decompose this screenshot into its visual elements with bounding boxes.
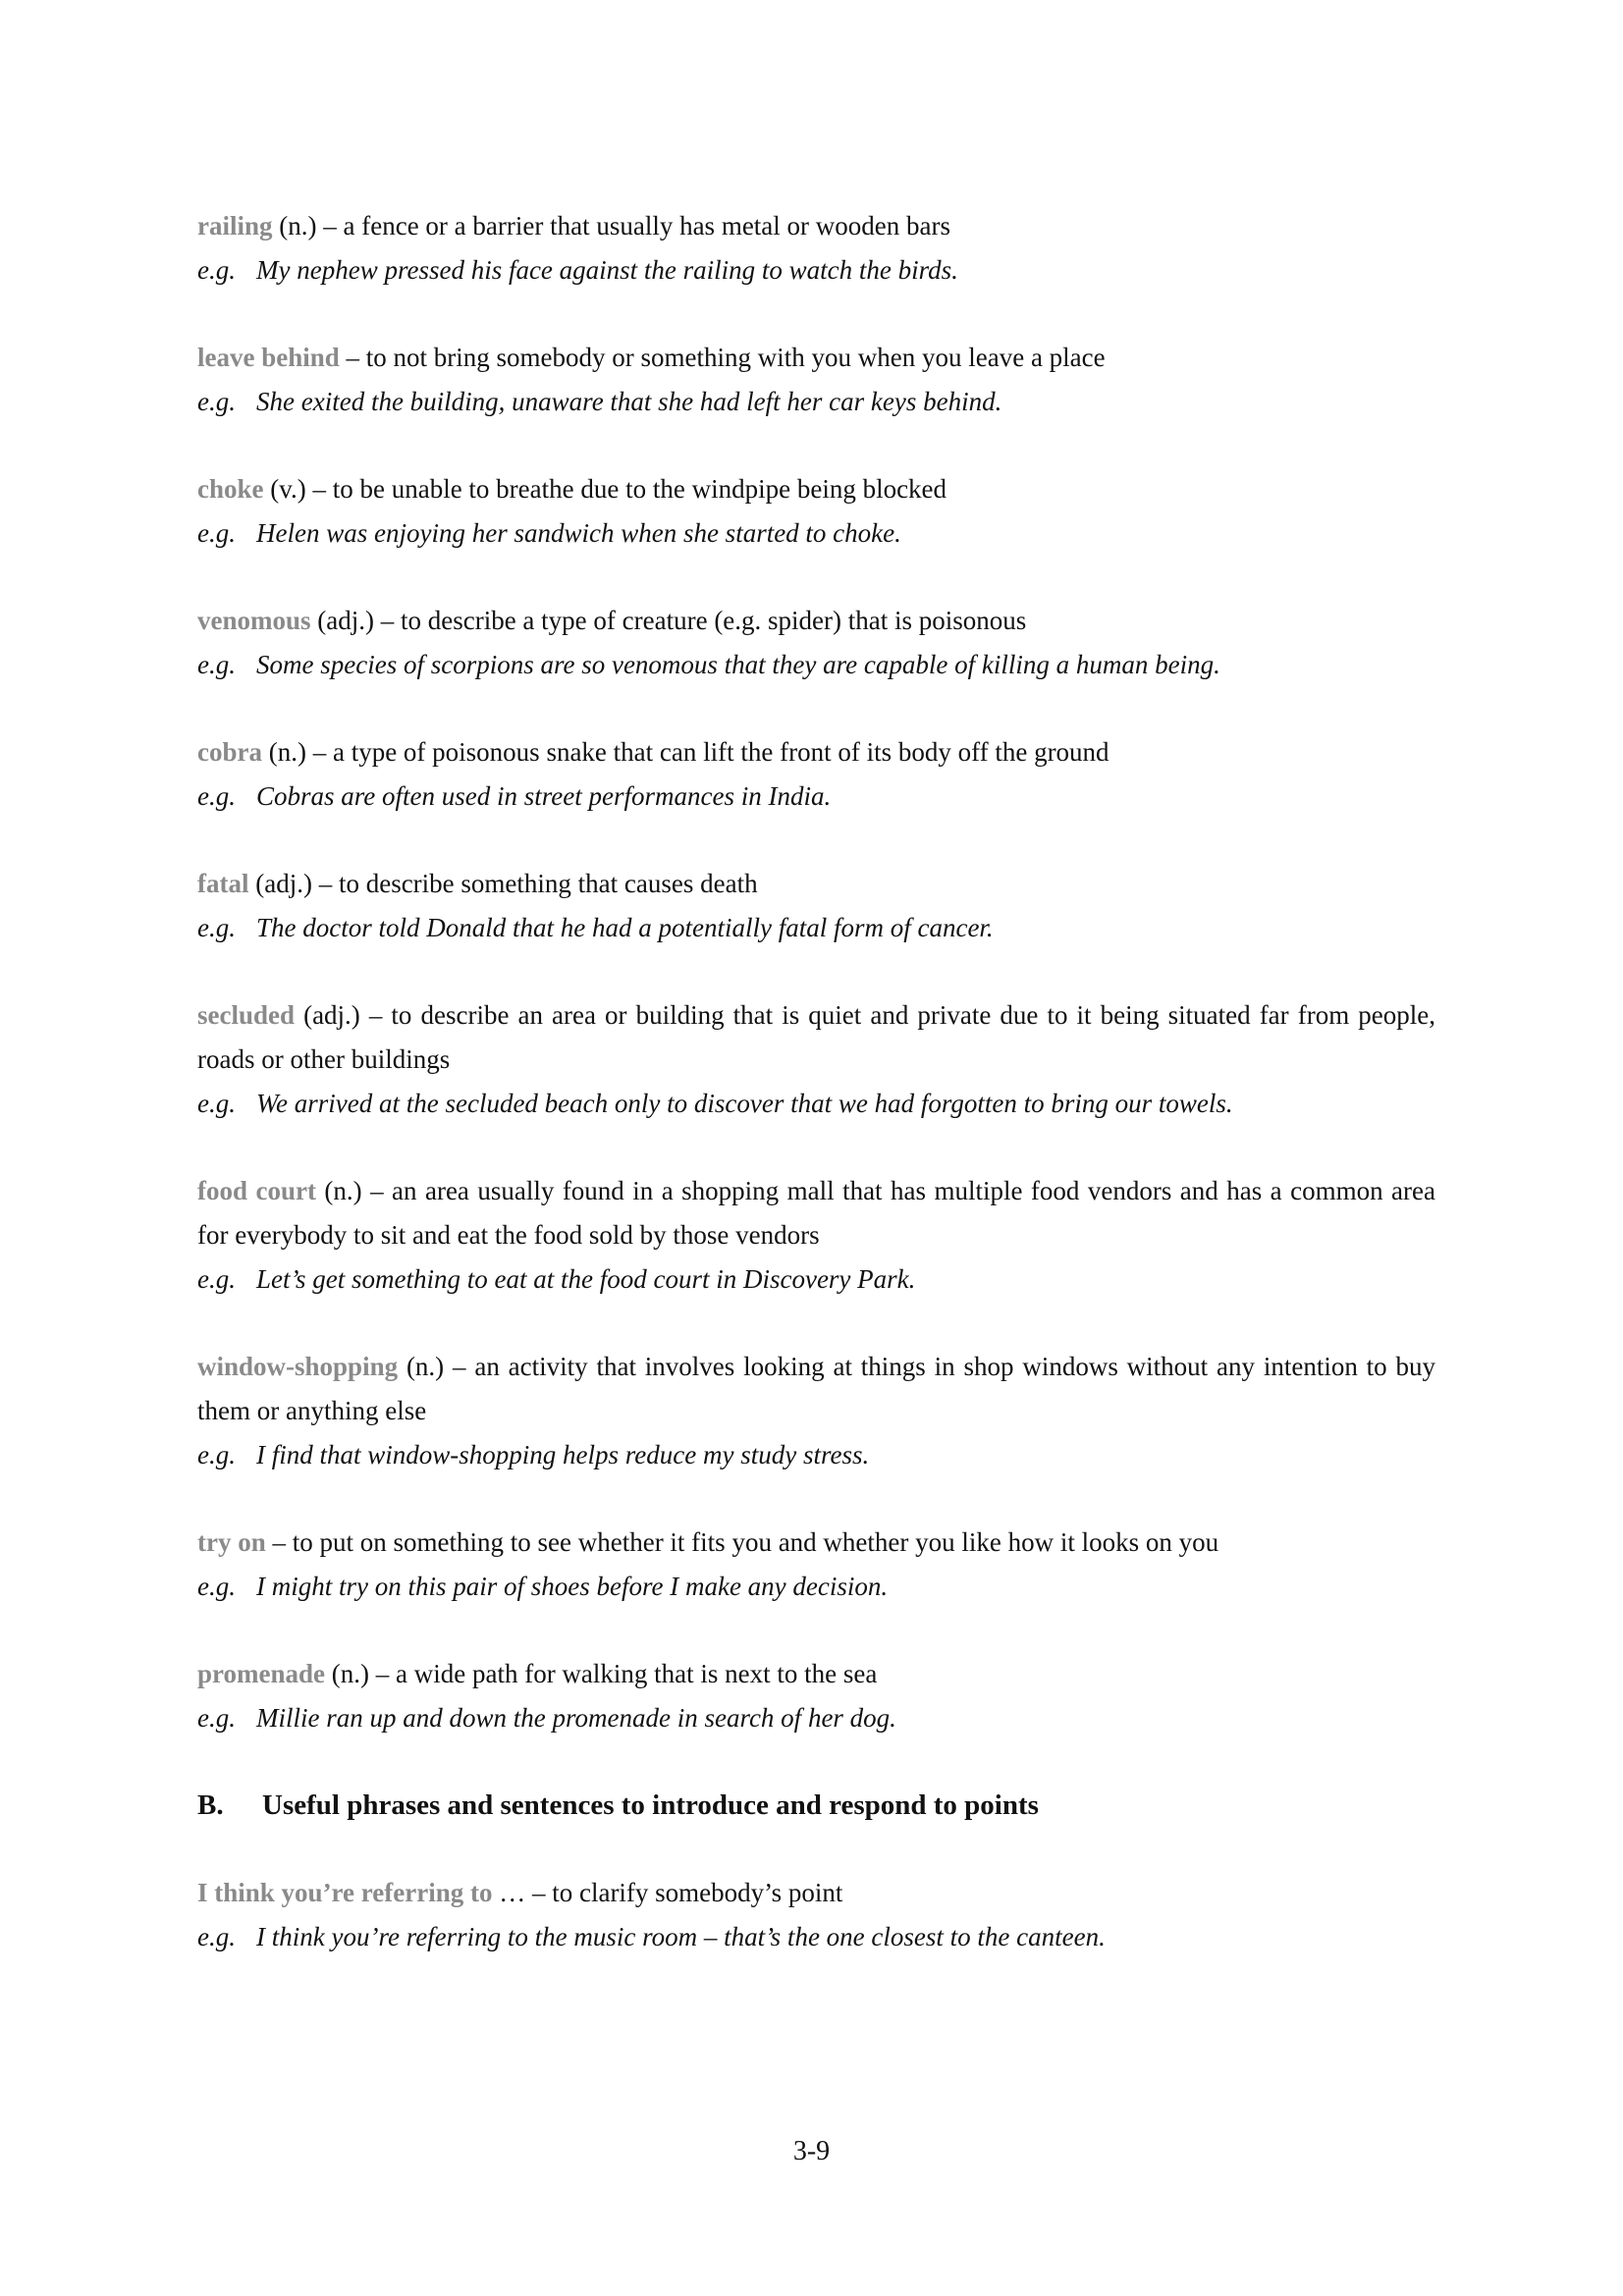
term: food court [197,1176,316,1205]
phrase-entry [197,1871,1435,1959]
example-label: e.g. [197,1703,236,1733]
example [197,1082,1435,1126]
example-label: e.g. [197,1264,236,1294]
term: try on [197,1527,266,1557]
example [197,774,1435,819]
example [197,1696,1435,1740]
example-label: e.g. [197,518,236,548]
example [197,1915,1435,1959]
example-text: We arrived at the secluded beach only to discover that we had forgotten to bring our towels. [256,1089,1233,1118]
example-text: The doctor told Donald that he had a potentially fatal form of cancer. [256,913,994,942]
vocab-entry [197,993,1435,1126]
vocab-entry [197,204,1435,293]
definition [197,993,1435,1082]
term: window-shopping [197,1352,399,1381]
term: railing [197,211,273,240]
example-text: Cobras are often used in street performances in India. [256,781,832,811]
example [197,1433,1435,1477]
vocab-entry [197,730,1435,819]
definition [197,1169,1435,1257]
example-text: She exited the building, unaware that she had left her car keys behind. [256,387,1002,416]
example-label: e.g. [197,913,236,942]
example-text: I might try on this pair of shoes before I make any decision. [256,1572,889,1601]
page-number: 3-9 [792,2136,831,2166]
term: promenade [197,1659,326,1688]
example-label: e.g. [197,387,236,416]
definition-text: … – to clarify somebody’s point [492,1878,843,1907]
definition-text: – to put on something to see whether it fits you and whether you like how it looks on you [265,1527,1219,1557]
section-heading [197,1784,1435,1828]
definition [197,1871,1435,1915]
example [197,380,1435,424]
example-text: My nephew pressed his face against the railing to watch the birds. [256,255,958,285]
definition-text: (v.) – to be unable to breathe due to the windpipe being blocked [263,474,947,504]
example-label: e.g. [197,1572,236,1601]
definition-text: (n.) – an area usually found in a shopping mall that has multiple food vendors and has a common area for everybody to sit and eat the food sold by those vendors [197,1176,1435,1250]
example-label: e.g. [197,1089,236,1118]
vocab-entry [197,1652,1435,1740]
vocab-entry [197,862,1435,950]
example-label: e.g. [197,650,236,679]
definition-text: (adj.) – to describe something that causes death [248,869,758,898]
example-text: I think you’re referring to the music room – that’s the one closest to the canteen. [256,1922,1106,1951]
example-label: e.g. [197,1922,236,1951]
example [197,248,1435,293]
definition [197,336,1435,380]
vocab-entry [197,1345,1435,1477]
example-text: I find that window-shopping helps reduce my study stress. [256,1440,870,1469]
example-text: Some species of scorpions are so venomous that they are capable of killing a human being. [256,650,1220,679]
definition [197,204,1435,248]
definition-text: (n.) – a type of poisonous snake that can lift the front of its body off the ground [261,737,1109,767]
phrase-list [197,1871,1435,1959]
definition [197,1521,1435,1565]
example [197,906,1435,950]
vocab-entry [197,599,1435,687]
example [197,643,1435,687]
term: leave behind [197,343,340,372]
vocab-entry [197,1169,1435,1302]
example-text: Let’s get something to eat at the food court in Discovery Park. [256,1264,916,1294]
vocab-entry [197,467,1435,556]
definition [197,730,1435,774]
example-text: Helen was enjoying her sandwich when she started to choke. [256,518,901,548]
vocabulary-list [197,204,1435,1740]
vocab-entry [197,336,1435,424]
definition-text: (adj.) – to describe an area or building that is quiet and private due to it being situated far from people, roads or other buildings [197,1000,1435,1074]
definition [197,862,1435,906]
definition-text: (n.) – a wide path for walking that is next to the sea [325,1659,878,1688]
example-label: e.g. [197,255,236,285]
example [197,1565,1435,1609]
section-number: B. [197,1789,224,1821]
section-title: Useful phrases and sentences to introduce and respond to points [262,1789,1039,1821]
vocabulary-content [197,204,1435,2002]
term: I think you’re referring to [197,1878,493,1907]
definition-text: (n.) – a fence or a barrier that usually has metal or wooden bars [272,211,950,240]
term: venomous [197,606,311,635]
term: fatal [197,869,249,898]
example-label: e.g. [197,1440,236,1469]
example-text: Millie ran up and down the promenade in search of her dog. [256,1703,896,1733]
definition [197,1652,1435,1696]
example [197,1257,1435,1302]
term: secluded [197,1000,296,1030]
definition [197,599,1435,643]
example [197,511,1435,556]
term: choke [197,474,264,504]
definition-text: (n.) – an activity that involves looking at things in shop windows without any intention to buy them or anything else [197,1352,1435,1425]
definition-text: – to not bring somebody or something with you when you leave a place [339,343,1106,372]
definition [197,467,1435,511]
example-label: e.g. [197,781,236,811]
term: cobra [197,737,262,767]
definition-text: (adj.) – to describe a type of creature (e.g. spider) that is poisonous [310,606,1027,635]
vocab-entry [197,1521,1435,1609]
definition [197,1345,1435,1433]
